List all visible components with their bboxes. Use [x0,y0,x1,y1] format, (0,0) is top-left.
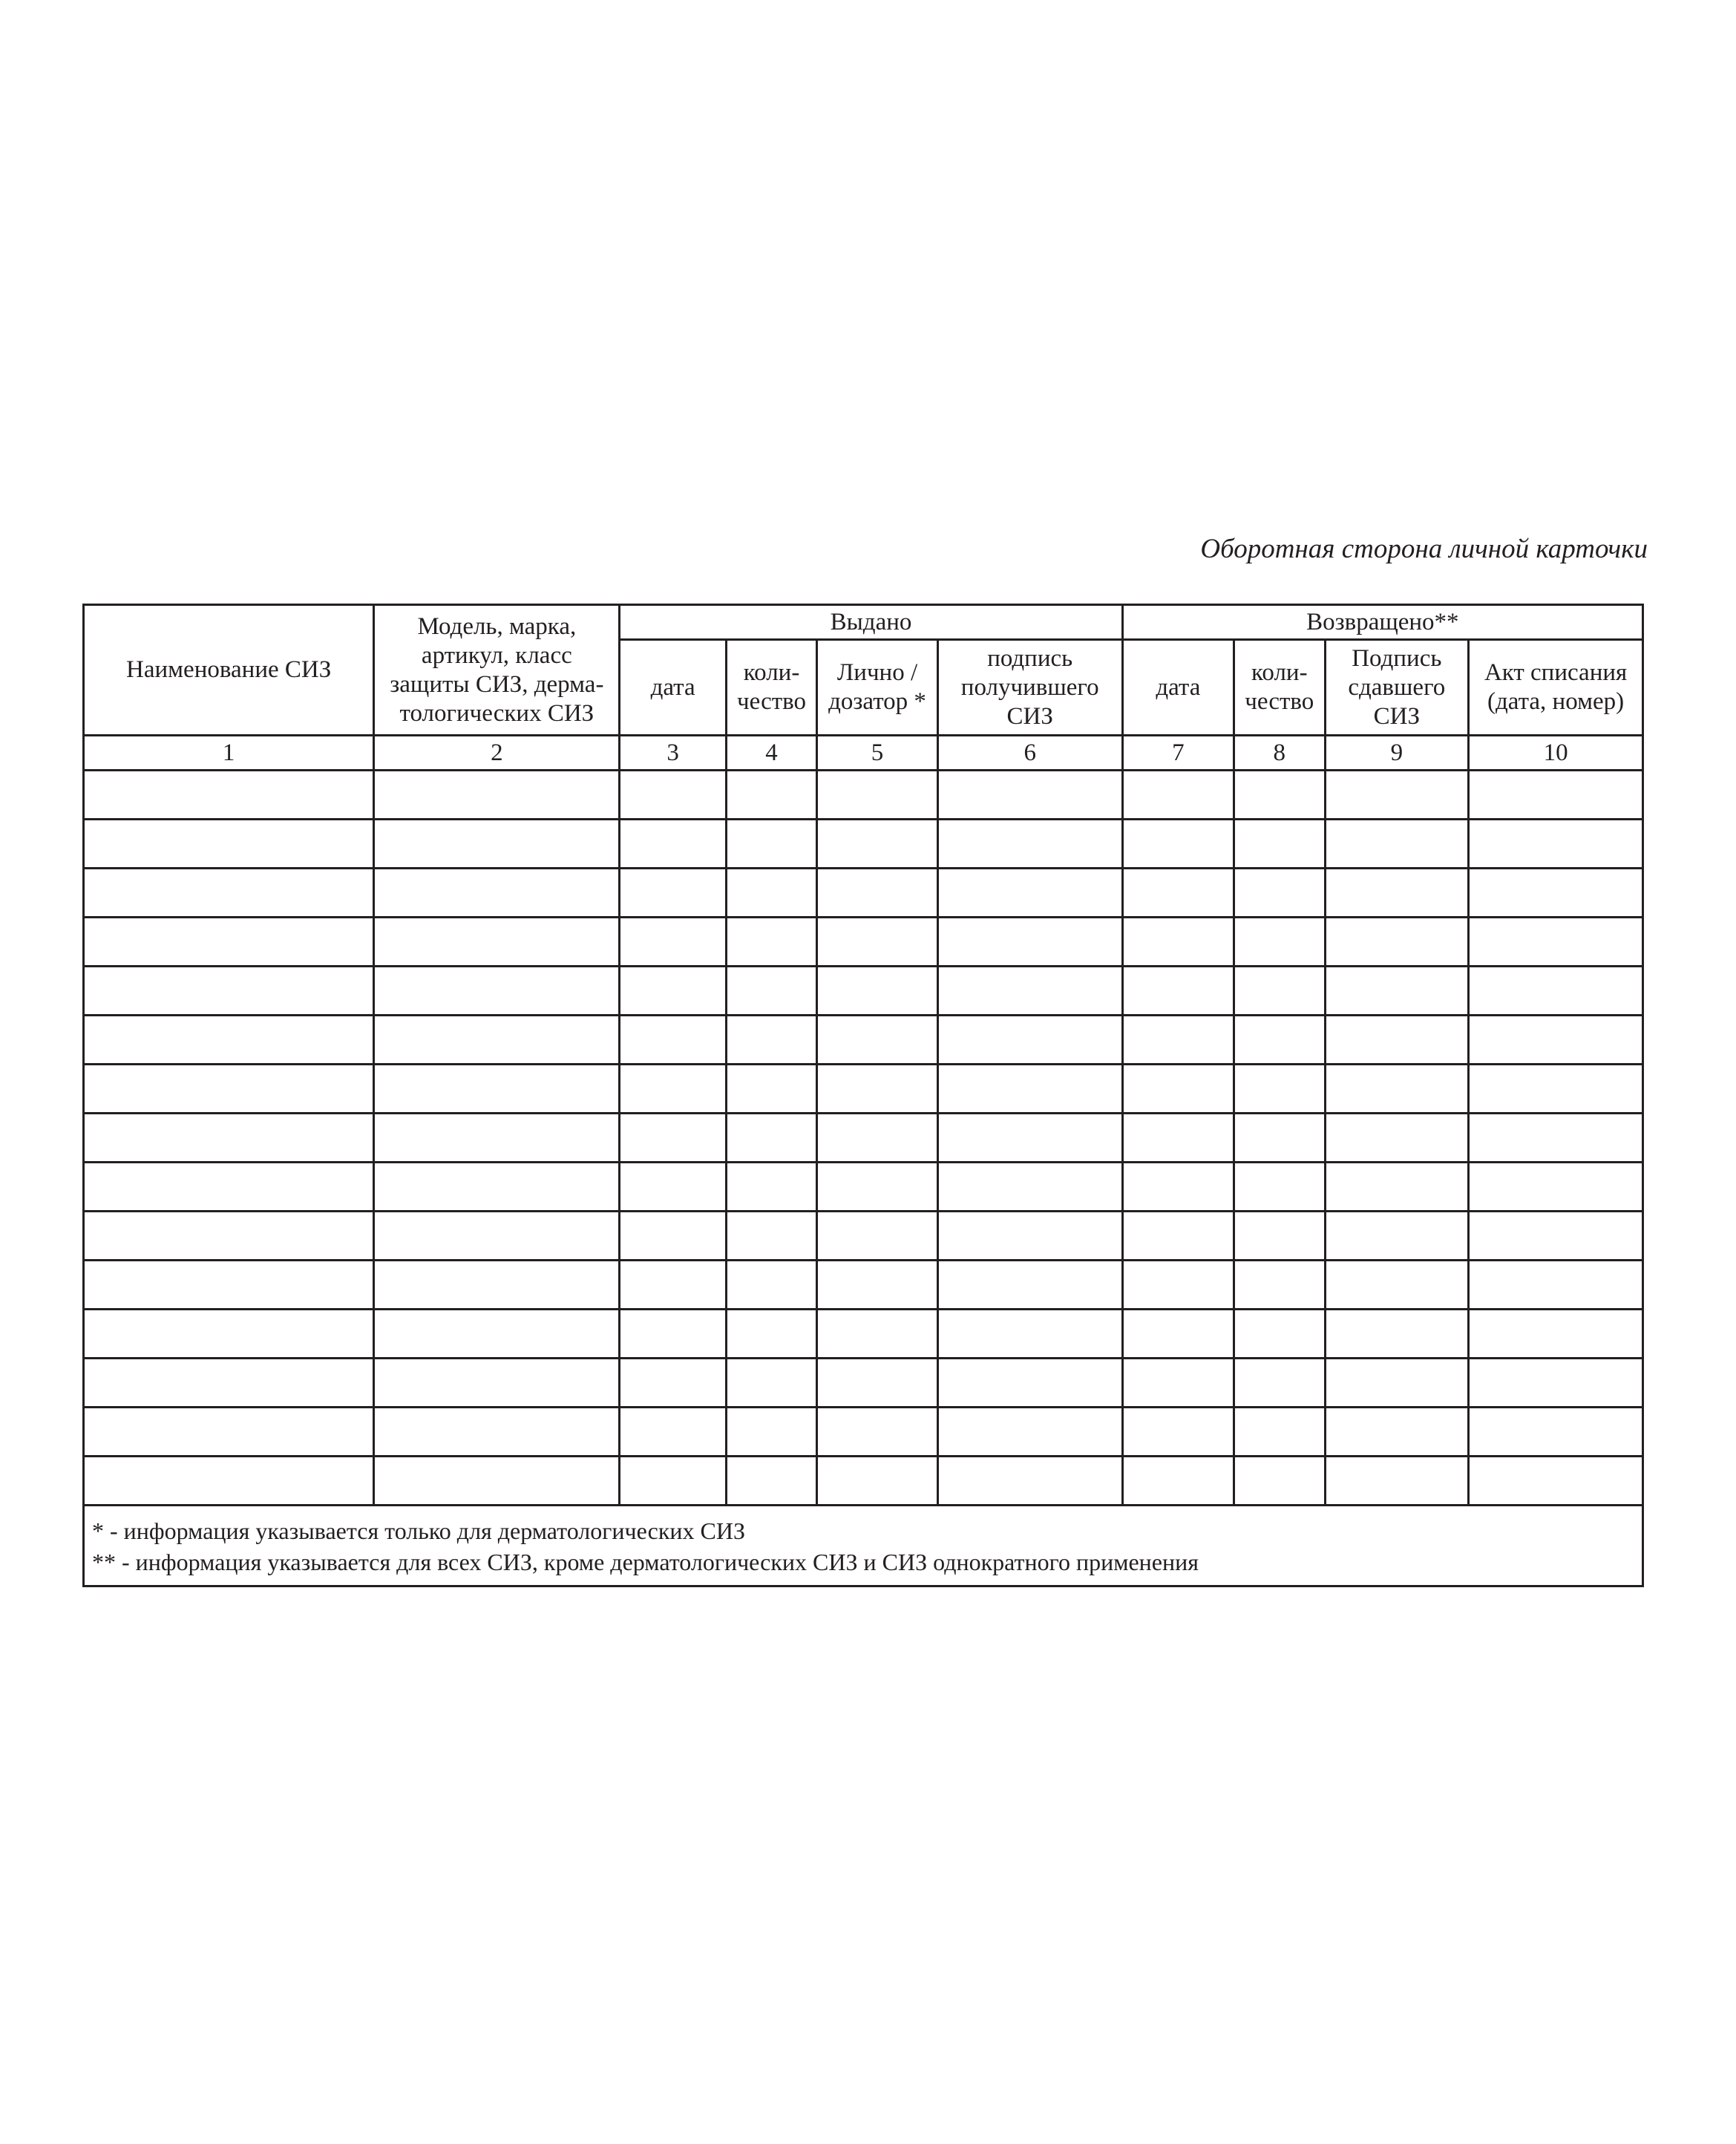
table-cell[interactable] [937,967,1122,1016]
header-ppe-name: Наименование СИЗ [84,605,374,736]
table-cell[interactable] [1469,1016,1643,1065]
table-cell[interactable] [1122,1065,1234,1114]
table-cell[interactable] [620,1310,726,1359]
header-returned-returner-signature [1325,640,1469,736]
table-cell[interactable] [1234,1457,1325,1506]
table-cell[interactable] [84,1212,374,1261]
table-cell[interactable] [1469,820,1643,869]
footnotes-row [84,1506,1643,1586]
table-cell[interactable] [937,1310,1122,1359]
table-cell[interactable] [1122,820,1234,869]
table-cell[interactable] [817,967,938,1016]
header-returned: Возвращено** [1122,605,1642,640]
table-cell[interactable] [620,1457,726,1506]
table-cell[interactable] [620,1114,726,1163]
table-cell[interactable] [937,1457,1122,1506]
table-cell[interactable] [620,1016,726,1065]
table-cell[interactable] [817,1359,938,1408]
table-cell[interactable] [374,1359,620,1408]
table-cell[interactable] [374,918,620,967]
table-cell[interactable] [726,1163,816,1212]
header-returned-writeoff-act [1469,640,1643,736]
table-cell[interactable] [1325,1408,1469,1457]
header-model-line: тологических СИЗ [399,699,595,727]
table-cell[interactable] [726,1016,816,1065]
table-cell[interactable] [620,820,726,869]
column-number: 4 [726,736,816,771]
table-cell[interactable] [1122,869,1234,918]
table-cell[interactable] [1234,1261,1325,1310]
table-cell[interactable] [84,1261,374,1310]
table-cell[interactable] [1234,1408,1325,1457]
table-cell[interactable] [817,1065,938,1114]
table-cell[interactable] [937,1114,1122,1163]
header-returned-quantity [1234,640,1325,736]
table-row [84,1261,1643,1310]
table-cell[interactable] [1234,1163,1325,1212]
table-cell[interactable] [84,1163,374,1212]
table-cell[interactable] [1469,771,1643,820]
header-returned-returner-signature-line: Подпись [1352,644,1442,672]
table-cell[interactable] [1325,1065,1469,1114]
table-cell[interactable] [1234,1065,1325,1114]
table-cell[interactable] [620,1359,726,1408]
header-model-line: артикул, класс [421,641,572,669]
table-cell[interactable] [1325,918,1469,967]
table-cell[interactable] [1469,1261,1643,1310]
table-cell[interactable] [84,1457,374,1506]
header-returned-writeoff-act-line: (дата, номер) [1487,688,1625,715]
header-returned-quantity-line: коли- [1251,659,1308,686]
table-cell[interactable] [374,1016,620,1065]
table-cell[interactable] [1122,1457,1234,1506]
table-cell[interactable] [726,1457,816,1506]
table-cell[interactable] [817,820,938,869]
table-cell[interactable] [937,1212,1122,1261]
table-cell[interactable] [620,869,726,918]
table-cell[interactable] [817,1163,938,1212]
table-cell[interactable] [1325,1163,1469,1212]
table-cell[interactable] [620,1212,726,1261]
table-cell[interactable] [84,1310,374,1359]
table-cell[interactable] [1234,1359,1325,1408]
header-issued-date-line: дата [650,673,695,701]
table-cell[interactable] [84,1114,374,1163]
header-issued: Выдано [620,605,1122,640]
table-cell[interactable] [1325,967,1469,1016]
table-cell[interactable] [817,771,938,820]
table-cell[interactable] [374,967,620,1016]
table-cell[interactable] [937,918,1122,967]
table-cell[interactable] [620,1408,726,1457]
table-cell[interactable] [374,1310,620,1359]
table-cell[interactable] [817,1457,938,1506]
header-issued-date [620,640,726,736]
table-cell[interactable] [620,771,726,820]
table-cell[interactable] [1325,1359,1469,1408]
table-cell[interactable] [1122,771,1234,820]
table-row [84,1310,1643,1359]
table-cell[interactable] [1469,1310,1643,1359]
table-row [84,820,1643,869]
table-cell[interactable] [726,967,816,1016]
table-cell[interactable] [1234,1310,1325,1359]
column-number: 7 [1122,736,1234,771]
table-cell[interactable] [937,1408,1122,1457]
table-cell[interactable] [817,1408,938,1457]
table-cell[interactable] [1469,1114,1643,1163]
header-issued-recipient-signature-line: СИЗ [1006,702,1053,730]
table-cell[interactable] [1325,1016,1469,1065]
table-cell[interactable] [374,1408,620,1457]
table-row [84,1212,1643,1261]
table-cell[interactable] [84,918,374,967]
table-cell[interactable] [1234,967,1325,1016]
table-cell[interactable] [84,967,374,1016]
table-cell[interactable] [84,820,374,869]
header-returned-date-line: дата [1156,673,1201,701]
table-cell[interactable] [937,869,1122,918]
table-cell[interactable] [374,820,620,869]
table-cell[interactable] [726,1212,816,1261]
table-cell[interactable] [1234,918,1325,967]
table-cell[interactable] [726,1114,816,1163]
table-row [84,1065,1643,1114]
column-number: 5 [817,736,938,771]
table-cell[interactable] [374,1163,620,1212]
table-cell[interactable] [84,1359,374,1408]
header-issued-quantity-line: коли- [743,659,800,686]
table-cell[interactable] [1325,820,1469,869]
header-returned-writeoff-act-line: Акт списания [1484,659,1628,686]
table-cell[interactable] [817,1016,938,1065]
column-number: 9 [1325,736,1469,771]
header-issued-quantity [726,640,816,736]
table-cell[interactable] [374,1212,620,1261]
table-cell[interactable] [817,918,938,967]
table-cell[interactable] [937,771,1122,820]
column-number: 6 [937,736,1122,771]
table-row [84,918,1643,967]
table-row [84,1114,1643,1163]
table-cell[interactable] [1325,1457,1469,1506]
table-cell[interactable] [1469,1212,1643,1261]
table-row [84,869,1643,918]
table-cell[interactable] [937,1261,1122,1310]
header-model [374,605,620,736]
table-cell[interactable] [817,1261,938,1310]
table-cell[interactable] [1122,967,1234,1016]
table-cell[interactable] [1469,967,1643,1016]
form-caption: Оборотная сторона личной карточки [1200,534,1648,564]
table-cell[interactable] [817,1310,938,1359]
table-cell[interactable] [1234,820,1325,869]
table-cell[interactable] [620,1065,726,1114]
table-cell[interactable] [817,1212,938,1261]
header-returned-date [1122,640,1234,736]
table-cell[interactable] [84,1065,374,1114]
table-cell[interactable] [937,1016,1122,1065]
table-cell[interactable] [374,1065,620,1114]
table-cell[interactable] [1234,771,1325,820]
table-cell[interactable] [817,1114,938,1163]
table-cell[interactable] [1469,918,1643,967]
table-cell[interactable] [1469,869,1643,918]
ppe-card-table [82,604,1644,1587]
header-model-line: защиты СИЗ, дерма- [390,670,604,698]
table-cell[interactable] [1122,1359,1234,1408]
footnote: ** - информация указывается для всех СИЗ, кроме дерматологических СИЗ и СИЗ однократного применения [92,1549,1199,1575]
table-cell[interactable] [1325,869,1469,918]
table-cell[interactable] [620,1261,726,1310]
table-cell[interactable] [726,771,816,820]
table-cell[interactable] [1469,1065,1643,1114]
footnote: * - информация указывается только для дерматологических СИЗ [92,1517,745,1544]
header-issued-recipient-signature-line: получившего [960,673,1099,701]
table-row [84,1457,1643,1506]
table-cell[interactable] [1122,1212,1234,1261]
table-cell[interactable] [84,869,374,918]
table-cell[interactable] [1122,1310,1234,1359]
table-cell[interactable] [1469,1359,1643,1408]
table-cell[interactable] [374,1457,620,1506]
table-cell[interactable] [726,869,816,918]
table-cell[interactable] [84,1408,374,1457]
table-cell[interactable] [374,771,620,820]
footnotes [84,1506,1643,1586]
table-cell[interactable] [726,918,816,967]
table-cell[interactable] [1469,1408,1643,1457]
table-row [84,1359,1643,1408]
table-row [84,771,1643,820]
table-cell[interactable] [1122,918,1234,967]
header-issued-personal-dispenser [817,640,938,736]
table-cell[interactable] [84,771,374,820]
table-cell[interactable] [937,1359,1122,1408]
column-number: 1 [84,736,374,771]
table-cell[interactable] [1325,1212,1469,1261]
header-returned-quantity-line: чество [1245,688,1314,715]
table-cell[interactable] [726,1408,816,1457]
table-cell[interactable] [1122,1408,1234,1457]
table-cell[interactable] [620,967,726,1016]
header-returned-returner-signature-line: сдавшего [1348,673,1446,701]
column-number: 8 [1234,736,1325,771]
table-cell[interactable] [620,1163,726,1212]
table-row [84,1163,1643,1212]
table-cell[interactable] [1325,1310,1469,1359]
table-cell[interactable] [1234,1114,1325,1163]
table-cell[interactable] [726,820,816,869]
table-cell[interactable] [726,1359,816,1408]
table-cell[interactable] [817,869,938,918]
table-cell[interactable] [620,918,726,967]
table-cell[interactable] [84,1016,374,1065]
table-cell[interactable] [374,869,620,918]
column-number: 3 [620,736,726,771]
header-issued-personal-dispenser-line: дозатор * [828,688,926,715]
table-cell[interactable] [1469,1457,1643,1506]
table-cell[interactable] [374,1261,620,1310]
table-cell[interactable] [937,1065,1122,1114]
header-model-line: Модель, марка, [417,612,577,640]
table-row [84,1016,1643,1065]
table-cell[interactable] [1234,1016,1325,1065]
header-issued-personal-dispenser-line: Лично / [836,659,918,686]
header-issued-quantity-line: чество [737,688,807,715]
table-cell[interactable] [726,1310,816,1359]
header-issued-recipient-signature [937,640,1122,736]
table-cell[interactable] [1122,1016,1234,1065]
table-cell[interactable] [937,1163,1122,1212]
table-cell[interactable] [1234,869,1325,918]
table-cell[interactable] [726,1261,816,1310]
header-returned-returner-signature-line: СИЗ [1373,702,1420,730]
table-cell[interactable] [937,820,1122,869]
table-cell[interactable] [1469,1163,1643,1212]
table-cell[interactable] [374,1114,620,1163]
table-row [84,1408,1643,1457]
table-cell[interactable] [1325,1114,1469,1163]
table-cell[interactable] [1122,1114,1234,1163]
header-issued-recipient-signature-line: подпись [987,644,1073,672]
table-cell[interactable] [1122,1261,1234,1310]
table-cell[interactable] [726,1065,816,1114]
table-cell[interactable] [1325,1261,1469,1310]
table-cell[interactable] [1234,1212,1325,1261]
column-number: 10 [1469,736,1643,771]
table-cell[interactable] [1122,1163,1234,1212]
table-row [84,967,1643,1016]
column-number: 2 [374,736,620,771]
table-cell[interactable] [1325,771,1469,820]
